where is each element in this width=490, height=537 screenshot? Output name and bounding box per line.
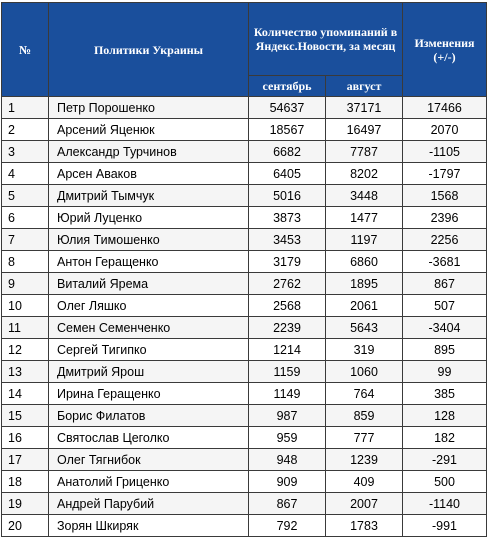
september-count-cell: 1214 <box>249 339 326 361</box>
politician-name-cell: Виталий Ярема <box>49 273 249 295</box>
table-row <box>2 361 487 383</box>
table-row <box>2 273 487 295</box>
politician-name-cell: Петр Порошенко <box>49 97 249 119</box>
change-cell: 182 <box>403 427 487 449</box>
table-row <box>2 515 487 537</box>
rank-cell: 17 <box>2 449 49 471</box>
rank-cell: 8 <box>2 251 49 273</box>
change-cell: 17466 <box>403 97 487 119</box>
september-count-cell: 54637 <box>249 97 326 119</box>
september-count-cell: 909 <box>249 471 326 493</box>
rank-cell: 1 <box>2 97 49 119</box>
table-row <box>2 383 487 405</box>
august-count-cell: 777 <box>326 427 403 449</box>
september-count-cell: 2762 <box>249 273 326 295</box>
september-count-cell: 6682 <box>249 141 326 163</box>
rank-cell: 4 <box>2 163 49 185</box>
politician-name-cell: Святослав Цеголко <box>49 427 249 449</box>
august-count-cell: 1239 <box>326 449 403 471</box>
august-count-cell: 319 <box>326 339 403 361</box>
september-count-cell: 2239 <box>249 317 326 339</box>
politician-name-cell: Андрей Парубий <box>49 493 249 515</box>
table-row <box>2 119 487 141</box>
politicians-mentions-table <box>1 2 487 537</box>
change-cell: -1140 <box>403 493 487 515</box>
august-count-cell: 5643 <box>326 317 403 339</box>
table-row <box>2 449 487 471</box>
rank-cell: 14 <box>2 383 49 405</box>
change-cell: -1797 <box>403 163 487 185</box>
politician-name-cell: Анатолий Гриценко <box>49 471 249 493</box>
august-count-cell: 8202 <box>326 163 403 185</box>
august-count-cell: 1197 <box>326 229 403 251</box>
change-cell: 2256 <box>403 229 487 251</box>
column-header-change: Изменения (+/-) <box>403 3 487 97</box>
rank-cell: 10 <box>2 295 49 317</box>
column-header-august: август <box>326 76 403 97</box>
table-body <box>2 97 487 537</box>
september-count-cell: 3179 <box>249 251 326 273</box>
table-row <box>2 493 487 515</box>
table-row <box>2 229 487 251</box>
change-cell: 507 <box>403 295 487 317</box>
change-cell: -3404 <box>403 317 487 339</box>
politician-name-cell: Олег Ляшко <box>49 295 249 317</box>
change-cell: 99 <box>403 361 487 383</box>
politician-name-cell: Александр Турчинов <box>49 141 249 163</box>
table-row <box>2 317 487 339</box>
rank-cell: 16 <box>2 427 49 449</box>
august-count-cell: 6860 <box>326 251 403 273</box>
change-cell: -1105 <box>403 141 487 163</box>
rank-cell: 11 <box>2 317 49 339</box>
change-cell: 895 <box>403 339 487 361</box>
table-row <box>2 207 487 229</box>
column-header-mentions: Количество упоминаний в Яндекс.Новости, за месяц <box>249 3 403 76</box>
change-cell: 500 <box>403 471 487 493</box>
politician-name-cell: Юрий Луценко <box>49 207 249 229</box>
politician-name-cell: Арсений Яценюк <box>49 119 249 141</box>
politician-name-cell: Семен Семенченко <box>49 317 249 339</box>
change-cell: 1568 <box>403 185 487 207</box>
politician-name-cell: Зорян Шкиряк <box>49 515 249 537</box>
august-count-cell: 7787 <box>326 141 403 163</box>
table-row <box>2 141 487 163</box>
august-count-cell: 764 <box>326 383 403 405</box>
table-row <box>2 185 487 207</box>
column-header-number: № <box>2 3 49 97</box>
politician-name-cell: Юлия Тимошенко <box>49 229 249 251</box>
august-count-cell: 2061 <box>326 295 403 317</box>
change-cell: 128 <box>403 405 487 427</box>
september-count-cell: 948 <box>249 449 326 471</box>
table-row <box>2 163 487 185</box>
table-row <box>2 97 487 119</box>
rank-cell: 3 <box>2 141 49 163</box>
september-count-cell: 792 <box>249 515 326 537</box>
politician-name-cell: Борис Филатов <box>49 405 249 427</box>
politician-name-cell: Олег Тягнибок <box>49 449 249 471</box>
table-row <box>2 405 487 427</box>
rank-cell: 18 <box>2 471 49 493</box>
rank-cell: 15 <box>2 405 49 427</box>
august-count-cell: 3448 <box>326 185 403 207</box>
table-row <box>2 427 487 449</box>
august-count-cell: 2007 <box>326 493 403 515</box>
column-header-politicians: Политики Украины <box>49 3 249 97</box>
change-cell: 867 <box>403 273 487 295</box>
september-count-cell: 959 <box>249 427 326 449</box>
table-row <box>2 471 487 493</box>
politician-name-cell: Сергей Тигипко <box>49 339 249 361</box>
september-count-cell: 3873 <box>249 207 326 229</box>
change-cell: -3681 <box>403 251 487 273</box>
table-row <box>2 251 487 273</box>
august-count-cell: 1060 <box>326 361 403 383</box>
change-cell: -991 <box>403 515 487 537</box>
rank-cell: 6 <box>2 207 49 229</box>
september-count-cell: 867 <box>249 493 326 515</box>
august-count-cell: 1895 <box>326 273 403 295</box>
change-cell: 385 <box>403 383 487 405</box>
politician-name-cell: Арсен Аваков <box>49 163 249 185</box>
august-count-cell: 1783 <box>326 515 403 537</box>
politician-name-cell: Дмитрий Ярош <box>49 361 249 383</box>
politician-name-cell: Антон Геращенко <box>49 251 249 273</box>
rank-cell: 5 <box>2 185 49 207</box>
politician-name-cell: Ирина Геращенко <box>49 383 249 405</box>
rank-cell: 7 <box>2 229 49 251</box>
rank-cell: 20 <box>2 515 49 537</box>
august-count-cell: 859 <box>326 405 403 427</box>
september-count-cell: 1159 <box>249 361 326 383</box>
rank-cell: 9 <box>2 273 49 295</box>
change-cell: -291 <box>403 449 487 471</box>
table-header <box>2 3 487 97</box>
september-count-cell: 987 <box>249 405 326 427</box>
august-count-cell: 16497 <box>326 119 403 141</box>
september-count-cell: 2568 <box>249 295 326 317</box>
table-row <box>2 339 487 361</box>
change-cell: 2070 <box>403 119 487 141</box>
politician-name-cell: Дмитрий Тымчук <box>49 185 249 207</box>
change-cell: 2396 <box>403 207 487 229</box>
september-count-cell: 1149 <box>249 383 326 405</box>
rank-cell: 2 <box>2 119 49 141</box>
rank-cell: 12 <box>2 339 49 361</box>
august-count-cell: 37171 <box>326 97 403 119</box>
rank-cell: 19 <box>2 493 49 515</box>
table-row <box>2 295 487 317</box>
september-count-cell: 18567 <box>249 119 326 141</box>
september-count-cell: 5016 <box>249 185 326 207</box>
rank-cell: 13 <box>2 361 49 383</box>
august-count-cell: 409 <box>326 471 403 493</box>
september-count-cell: 3453 <box>249 229 326 251</box>
table-container <box>1 2 487 537</box>
column-header-september: сентябрь <box>249 76 326 97</box>
september-count-cell: 6405 <box>249 163 326 185</box>
august-count-cell: 1477 <box>326 207 403 229</box>
